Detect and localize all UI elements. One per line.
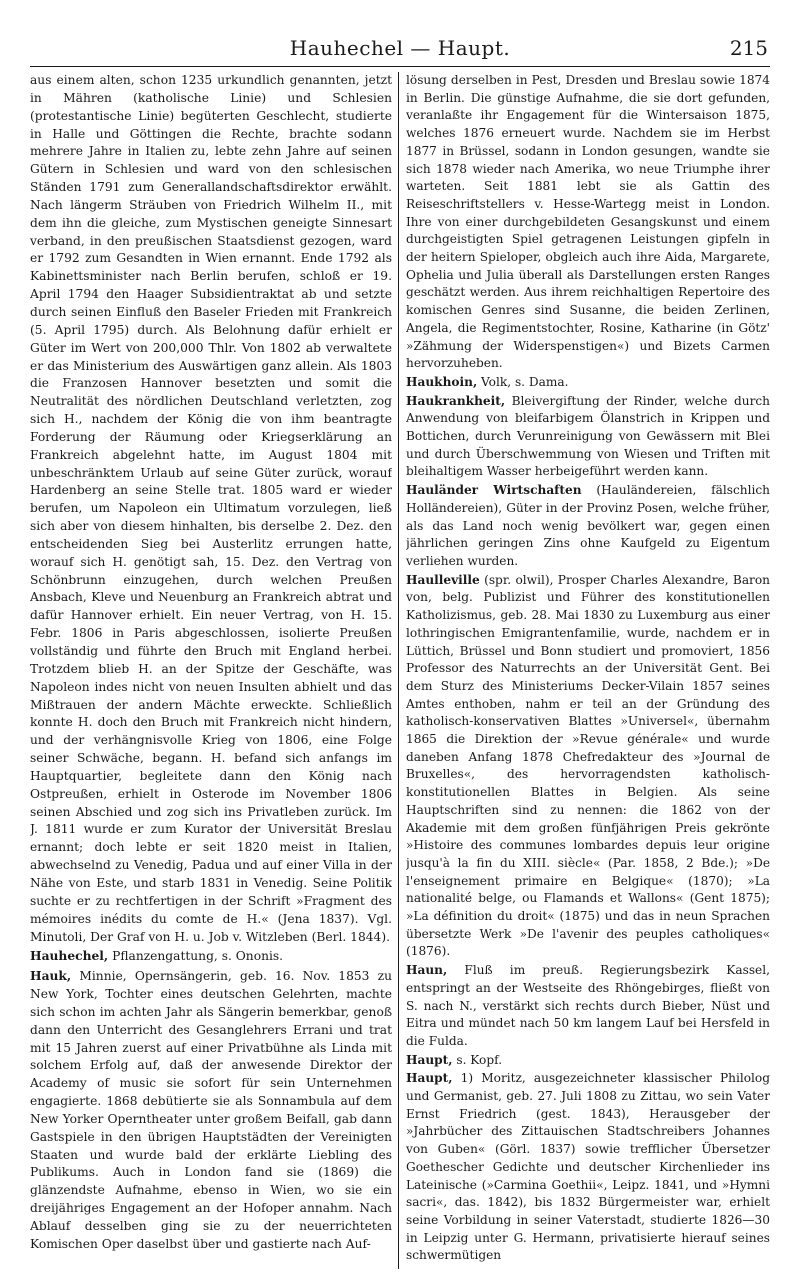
entry-haukhoin	[406, 374, 770, 392]
headword: Haukrankheit,	[406, 393, 506, 408]
headword: Haulleville	[406, 572, 480, 587]
entry-text: aus einem alten, schon 1235 urkundlich genannten, jetzt in Mähren (katholische Linie) und Schlesien (protestantische Linie) begüterten Geschlecht, studierte in Halle und Göttingen die Rechte, brachte sodann mehrere Jahre in Italien zu, lebte zehn Jahre auf seinen Gütern in Schlesien und ward von den schlesischen Ständen 1791 zum Generallandschaftsdirektor erwählt. Nach längerm Sträuben von Friedrich Wilhelm II., mit dem ihn die gleiche, zum Mystischen geneigte Sinnesart verband, in den preußischen Staatsdienst gezogen, ward er 1792 zum Gesandten in Wien ernannt. Ende 1792 als Kabinettsminister nach Berlin berufen, schloß er 19. April 1794 den Haager Subsidientraktat ab und setzte durch seinen Einfluß den Baseler Frieden mit Frankreich (5. April 1795) durch. Als Belohnung dafür erhielt er Güter im Wert von 200,000 Thlr. Von 1802 ab verwaltete er das Ministerium des Auswärtigen ganz allein. Als 1803 die Franzosen Hannover besetzten und somit die Neutralität des nördlichen Deutschland verletzten, zog sich H., nachdem der König die von ihm beantragte Forderung der Räumung oder Kriegserklärung an Frankreich abgelehnt hatte, im August 1804 mit unbeschränktem Urlaub auf seine Güter zurück, worauf Hardenberg an seine Stelle trat. 1805 ward er wieder berufen, um Napoleon ein Ultimatum vorzulegen, ließ sich aber von diesem hinhalten, bis derselbe 2. Dez. den entscheidenden Sieg bei Austerlitz errungen hatte, worauf sich H. genötigt sah, 15. Dez. den Vertrag von Schönbrunn einzugehen, durch welchen Preußen Ansbach, Kleve und Neuenburg an Frankreich abtrat und dafür Hannover erhielt. Ein neuer Vertrag, von H. 15. Febr. 1806 in Paris abgeschlossen, isolierte Preußen vollständig und führte den Bruch mit England herbei. Trotzdem blieb H. an der Spitze der Geschäfte, was Napoleon indes nicht von neuen Insulten abhielt und das Mißtrauen der andern Mächte erweckte. Schließlich konnte H. doch den Bruch mit Frankreich nicht hindern, und der verhängnisvolle Krieg von 1806, eine Folge seiner Schwäche, begann. H. befand sich anfangs im Hauptquartier, begleitete dann den König nach Ostpreußen, erhielt in Osterode im November 1806 seinen Abschied und zog sich ins Privatleben zurück. Im J. 1811 wurde er zum Kurator der Universität Breslau ernannt; doch lebte er seit 1820 meist in Italien, abwechselnd zu Venedig, Padua und auf einer Villa in der Nähe von Este, und starb 1831 in Venedig. Seine Politik suchte er zu rechtfertigen in der Schrift »Fragment des mémoires inédits du comte de H.« (Jena 1837). Vgl. Minutoli, Der Graf von H. u. Job v. Witzleben (Berl. 1844).	[30, 73, 392, 944]
headword: Hauländer Wirtschaften	[406, 483, 582, 498]
entry-haupt-kopf	[406, 1052, 770, 1070]
entry-haulleville	[406, 572, 770, 961]
headword: Haun,	[406, 963, 448, 978]
running-title: Hauhechel — Haupt.	[289, 36, 511, 60]
entry-text: (Hauländereien, fälschlich Holländereien), Güter in der Provinz Posen, welche früher, als das Land noch wenig bevölkert war, gegen einen jährlichen geringen Zins ohne Kaufgeld zu Eigentum verliehen wurden.	[406, 483, 770, 568]
entry-haukrankheit	[406, 393, 770, 482]
entry-haun	[406, 962, 770, 1051]
headword: Haupt,	[406, 1071, 453, 1086]
entry-hauk	[30, 967, 392, 1254]
entry-text: Minnie, Opernsängerin, geb. 16. Nov. 1853 zu New York, Tochter eines deutschen Gelehrten, machte sich schon im achten Jahr als Sängerin bemerkbar, genoß dann den Unterricht des Gesanglehrers Errani und trat mit 15 Jahren zuerst auf einer Privatbühne als Linda mit solchem Erfolg auf, daß der anwesende Direktor der Academy of music sie sofort für sein Unternehmen engagierte. 1868 debütierte sie als Sonnambula auf dem New Yorker Operntheater unter großem Beifall, gab dann Gastspiele in den übrigen Hauptstädten der Vereinigten Staaten und wurde bald der erklärte Liebling des Publikums. Auch in London fand sie (1869) die glänzendste Aufnahme, ebenso in Wien, wo sie ein dreijähriges Engagement an der Hofoper annahm. Nach Ablauf desselben ging sie zu der neuerrichteten Komischen Oper daselbst über und gastierte nach Auf-	[30, 969, 392, 1251]
entry-continuation	[30, 72, 392, 946]
entry-hauhechel	[30, 947, 392, 966]
headword: Haupt,	[406, 1052, 453, 1067]
column-divider	[398, 72, 399, 1269]
entry-text: Fluß im preuß. Regierungsbezirk Kassel, entspringt an der Westseite des Rhöngebirges, fließt von S. nach N., verstärkt sich rechts durch Bieber, Nüst und Eitra und mündet nach 50 km langem Lauf bei Hersfeld in die Fulda.	[406, 963, 770, 1048]
page-header	[30, 30, 770, 67]
headword: Hauk,	[30, 968, 72, 984]
page-number: 215	[729, 36, 768, 60]
entry-text: 1) Moritz, ausgezeichneter klassischer Philolog und Germanist, geb. 27. Juli 1808 zu Zittau, wo sein Vater Ernst Friedrich (gest. 1843), Herausgeber der »Jahrbücher des Zittauischen Stadtschreibers Johannes von Guben« (Görl. 1837) sowie trefflicher Übersetzer Goethescher Gedichte und deutscher Kirchenlieder ins Lateinische (»Carmina Goethii«, Leipz. 1841, und »Hymni sacri«, das. 1842), bis 1832 Bürgermeister war, erhielt seine Vorbildung in seiner Vaterstadt, studierte 1826—30 in Leipzig unter G. Hermann, privatisierte hierauf seines schwermütigen	[406, 1071, 770, 1263]
headword: Haukhoin,	[406, 374, 478, 389]
headword: Hauhechel,	[30, 948, 109, 964]
entry-hauland	[406, 482, 770, 571]
right-column	[406, 72, 770, 1269]
entry-text: Volk, s. Dama.	[477, 374, 569, 389]
left-column	[30, 72, 392, 1269]
entry-continuation	[406, 72, 770, 373]
entry-text: Pflanzengattung, s. Ononis.	[108, 949, 284, 964]
entry-text: (spr. olwil), Prosper Charles Alexandre, Baron von, belg. Publizist und Führer des konstitutionellen Katholizismus, geb. 28. Mai 1830 zu Luxemburg aus einer lothringischen Emigrantenfamilie, wurde, nachdem er in Lüttich, Brüssel und Bonn studiert und promoviert, 1856 Professor des Naturrechts an der Universität Gent. Bei dem Sturz des Ministeriums Decker-Vilain 1857 seines Amtes enthoben, nahm er teil an der Gründung des katholisch-konservativen Blattes »Universel«, übernahm 1865 die Direktion der »Revue générale« und wurde daneben Anfang 1878 Chefredakteur des »Journal de Bruxelles«, des hervorragendsten katholisch-konstitutionellen Blattes in Belgien. Als seine Hauptschriften sind zu nennen: die 1862 von der Akademie mit dem großen fünfjährigen Preis gekrönte »Histoire des communes lombardes depuis leur origine jusqu'à la fin du XIII. siècle« (Par. 1858, 2 Bde.); »De l'enseignement primaire en Belgique« (1870); »La nationalité belge, ou Flamands et Wallons« (Gent 1875); »La définition du droit« (1875) und das in neun Sprachen übersetzte Werk »De l'avenir des peuples catholiques« (1876).	[406, 572, 770, 959]
entry-text: s. Kopf.	[452, 1052, 503, 1067]
entry-haupt-moritz	[406, 1070, 770, 1265]
entry-text: lösung derselben in Pest, Dresden und Breslau sowie 1874 in Berlin. Die günstige Aufnahme, die sie dort gefunden, veranlaßte ihr Engagement für die Wintersaison 1875, welches 1876 erneuert wurde. Nachdem sie im Herbst 1877 in Brüssel, sodann in London gesungen, wandte sie sich 1878 wieder nach Amerika, wo neue Triumphe ihrer warteten. Seit 1881 lebt sie als Gattin des Reiseschriftstellers v. Hesse-Wartegg meist in London. Ihre von einer durchgebildeten Gesangskunst und einem durchgeistigten Spiel getragenen Leistungen gipfeln in der heitern Spieloper, obgleich auch ihre Aida, Margarete, Ophelia und Julia überall als Darstellungen ersten Ranges geschätzt werden. Aus ihrem reichhaltigen Repertoire des komischen Genres sind Susanne, die beiden Zerlinen, Angela, die Regimentstochter, Rosine, Katharine (in Götz' »Zähmung der Widerspenstigen«) und Bizets Carmen hervorzuheben.	[406, 73, 770, 371]
entry-text: Bleivergiftung der Rinder, welche durch Anwendung von bleifarbigem Ölanstrich in Krippen und Bottichen, durch Verunreinigung von Gewässern mit Blei und durch Überschwemmung von Wiesen und Triften mit bleihaltigem Wasser herbeigeführt werden kann.	[406, 393, 770, 479]
